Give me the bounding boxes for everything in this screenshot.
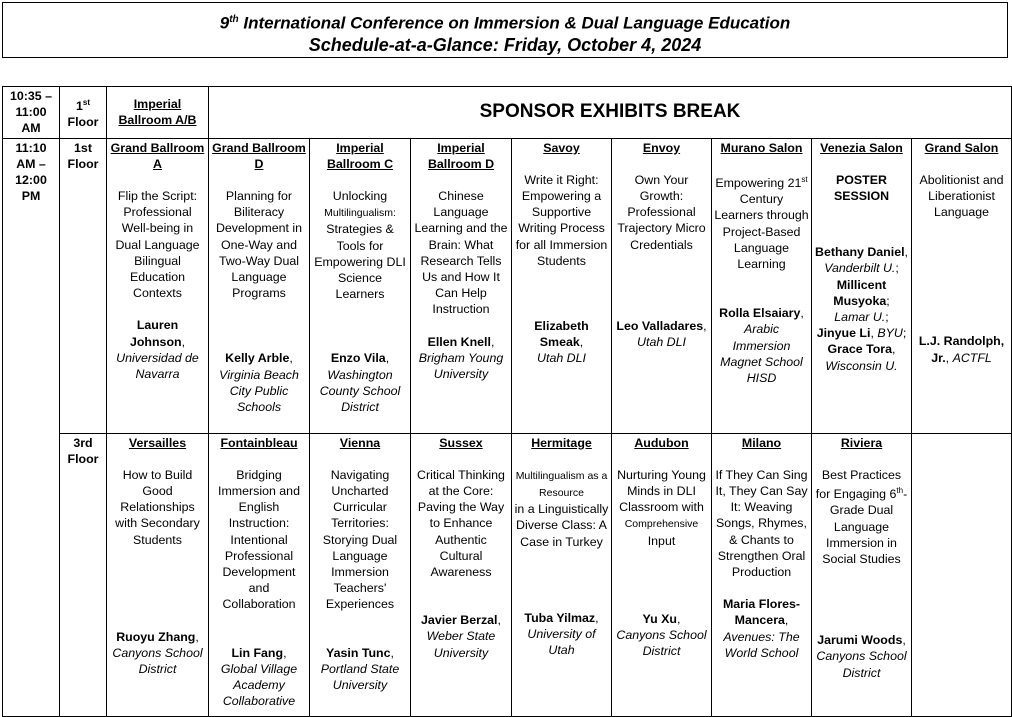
- session-cell: Grand Ballroom D Planning for Biliteracy Development in One-Way and Two-Way Dual Language Programs Kelly Arble, Virginia Beach City Public Schools: [209, 138, 310, 433]
- session-cell: Grand Ballroom A Flip the Script: Professional Well-being in Dual Language Bilingual Education Contexts Lauren Johnson, Universidad de Navarra: [107, 138, 209, 433]
- empty-cell: [912, 433, 1012, 716]
- sponsor-break-label: SPONSOR EXHIBITS BREAK: [209, 87, 1012, 139]
- floor-label: 3rd Floor: [60, 433, 107, 716]
- session-cell: Milano If They Can Sing It, They Can Say It: Weaving Songs, Rhymes, & Chants to Strengthen Oral Production Maria Flores-Mancera, Avenues: The World School: [712, 433, 812, 716]
- break-floor: 1st Floor: [60, 87, 107, 139]
- session-cell: Vienna Navigating Uncharted Curricular Territories: Storying Dual Language Immersion Teachers' Experiences Yasin Tunc, Portland State University: [310, 433, 411, 716]
- floor-label: 1st Floor: [60, 138, 107, 433]
- third-floor-row: [3, 433, 1012, 716]
- session-cell: Imperial Ballroom D Chinese Language Learning and the Brain: What Research Tells Us and How It Can Help Instruction Ellen Knell, Brigham Young University: [411, 138, 512, 433]
- break-room: Imperial Ballroom A/B: [107, 87, 209, 139]
- session-cell: Grand Salon Abolitionist and Liberationist Language L.J. Randolph, Jr., ACTFL: [912, 138, 1012, 433]
- session-cell: Envoy Own Your Growth: Professional Trajectory Micro Credentials Leo Valladares, Utah DLI: [612, 138, 712, 433]
- title-box: [2, 2, 1008, 58]
- session-time: 11:10 AM – 12:00 PM: [3, 138, 60, 716]
- break-row: [3, 87, 1012, 139]
- session-cell: Hermitage Multilingualism as a Resource in a Linguistically Diverse Class: A Case in Turkey Tuba Yilmaz, University of Utah: [512, 433, 612, 716]
- conference-title: 9th International Conference on Immersion & Dual Language Education: [219, 13, 791, 33]
- session-cell: Riviera Best Practices for Engaging 6th-Grade Dual Language Immersion in Social Studies Jarumi Woods, Canyons School District: [812, 433, 912, 716]
- session-cell: Versailles How to Build Good Relationships with Secondary Students Ruoyu Zhang, Canyons School District: [107, 433, 209, 716]
- session-cell: Savoy Write it Right: Empowering a Supportive Writing Process for all Immersion Students Elizabeth Smeak, Utah DLI: [512, 138, 612, 433]
- schedule-subtitle: Schedule-at-a-Glance: Friday, October 4, 2024: [308, 34, 702, 55]
- session-cell: Imperial Ballroom C Unlocking Multilingualism: Strategies & Tools for Empowering DLI Science Learners Enzo Vila, Washington County School District: [310, 138, 411, 433]
- session-cell: Sussex Critical Thinking at the Core: Paving the Way to Enhance Authentic Cultural Awareness Javier Berzal, Weber State University: [411, 433, 512, 716]
- schedule-table: [2, 86, 1012, 717]
- poster-session-cell: Venezia Salon POSTER SESSION Bethany Daniel, Vanderbilt U.; Millicent Musyoka; Lamar U.; Jinyue Li, BYU; Grace Tora, Wisconsin U.: [812, 138, 912, 433]
- first-floor-row: [3, 138, 1012, 433]
- session-cell: Fontainbleau Bridging Immersion and English Instruction: Intentional Professional Development and Collaboration Lin Fang, Global Village Academy Collaborative: [209, 433, 310, 716]
- session-cell: Audubon Nurturing Young Minds in DLI Classroom with Comprehensive Input Yu Xu, Canyons School District: [612, 433, 712, 716]
- session-cell: Murano Salon Empowering 21st Century Learners through Project-Based Language Learning Rolla Elsaiary, Arabic Immersion Magnet School HISD: [712, 138, 812, 433]
- break-time: 10:35 – 11:00 AM: [3, 87, 60, 139]
